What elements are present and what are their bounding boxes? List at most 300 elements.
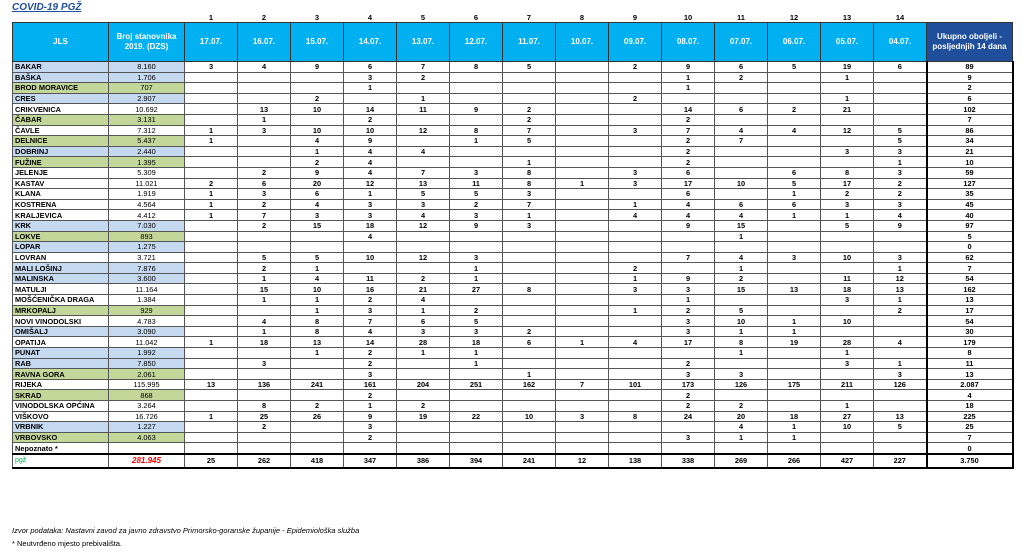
daily-cases: 4 [715,125,768,136]
daily-cases: 21 [821,104,874,115]
daily-cases [609,231,662,242]
daily-cases [556,220,609,231]
daily-cases: 27 [821,411,874,422]
daily-cases: 3 [238,358,291,369]
daily-cases [450,242,503,253]
daily-cases: 4 [291,273,344,284]
header-date: 07.07. [715,23,768,62]
daily-cases: 8 [821,167,874,178]
daily-cases: 16 [344,284,397,295]
table-row [13,157,1013,168]
daily-cases: 2 [715,72,768,83]
daily-cases: 3 [609,167,662,178]
daily-cases: 10 [821,422,874,433]
daily-cases [821,242,874,253]
daily-cases: 2 [344,348,397,359]
daily-cases: 8 [291,326,344,337]
daily-cases [503,401,556,412]
header-row [13,23,1013,62]
municipality-name: BROD MORAVICE [13,83,109,94]
sum-daily-cases: 12 [556,454,609,468]
daily-cases: 2 [291,401,344,412]
daily-cases: 3 [503,220,556,231]
daily-cases: 3 [450,252,503,263]
daily-cases [291,390,344,401]
daily-cases [609,220,662,231]
total-cases: 179 [927,337,1013,348]
daily-cases: 18 [768,411,821,422]
daily-cases: 136 [238,379,291,390]
daily-cases [185,316,238,327]
daily-cases [556,62,609,73]
daily-cases [662,93,715,104]
daily-cases [450,443,503,454]
municipality-name: OMIŠALJ [13,326,109,337]
daily-cases: 1 [503,210,556,221]
daily-cases: 15 [291,220,344,231]
daily-cases [715,157,768,168]
population-value: 5.309 [109,167,185,178]
daily-cases: 5 [291,252,344,263]
daily-cases: 13 [397,178,450,189]
blank-cell [13,13,109,23]
table-row [13,284,1013,295]
daily-cases: 9 [874,220,927,231]
daily-cases: 10 [291,284,344,295]
daily-cases: 3 [609,178,662,189]
daily-cases: 10 [344,252,397,263]
daily-cases [450,401,503,412]
table-row [13,62,1013,73]
daily-cases: 3 [450,326,503,337]
daily-cases [450,231,503,242]
population-value: 11.042 [109,337,185,348]
daily-cases [768,369,821,380]
population-value: 8.160 [109,62,185,73]
column-number: 11 [737,13,745,22]
daily-cases [768,305,821,316]
municipality-name: KLANA [13,189,109,200]
daily-cases [397,231,450,242]
municipality-name: LOPAR [13,242,109,253]
daily-cases [556,136,609,147]
daily-cases: 3 [768,252,821,263]
sum-daily-cases: 386 [397,454,450,468]
daily-cases [556,443,609,454]
daily-cases: 1 [662,295,715,306]
daily-cases: 15 [238,284,291,295]
daily-cases [821,114,874,125]
column-number: 9 [632,13,638,22]
daily-cases: 101 [609,379,662,390]
daily-cases: 2 [450,305,503,316]
daily-cases: 6 [768,199,821,210]
municipality-name: RAVNA GORA [13,369,109,380]
total-cases: 35 [927,189,1013,200]
daily-cases: 12 [397,252,450,263]
municipality-name: BAŠKA [13,72,109,83]
daily-cases: 19 [768,337,821,348]
daily-cases [715,358,768,369]
daily-cases: 9 [662,62,715,73]
daily-cases [556,432,609,443]
table-row [13,178,1013,189]
table-row [13,379,1013,390]
table-row [13,167,1013,178]
daily-cases: 3 [609,125,662,136]
daily-cases: 2 [662,146,715,157]
daily-cases [874,316,927,327]
daily-cases [609,157,662,168]
sum-daily-cases: 138 [609,454,662,468]
daily-cases [874,348,927,359]
header-date: 09.07. [609,23,662,62]
population-value: 1.384 [109,295,185,306]
sum-daily-cases: 241 [503,454,556,468]
daily-cases: 5 [821,220,874,231]
daily-cases: 9 [450,220,503,231]
daily-cases: 20 [291,178,344,189]
table-row [13,411,1013,422]
daily-cases: 1 [556,178,609,189]
column-number: 2 [261,13,267,22]
daily-cases: 1 [397,348,450,359]
daily-cases: 2 [344,358,397,369]
total-cases: 54 [927,316,1013,327]
total-cases: 21 [927,146,1013,157]
table-row [13,72,1013,83]
table-row [13,443,1013,454]
daily-cases: 8 [450,62,503,73]
daily-cases [185,146,238,157]
table-row [13,136,1013,147]
daily-cases [768,348,821,359]
table-row [13,401,1013,412]
daily-cases: 3 [185,62,238,73]
daily-cases: 2 [609,62,662,73]
daily-cases [450,369,503,380]
daily-cases: 7 [715,136,768,147]
daily-cases: 3 [397,326,450,337]
sum-daily-cases: 25 [185,454,238,468]
daily-cases [450,422,503,433]
table-row [13,337,1013,348]
daily-cases: 161 [344,379,397,390]
daily-cases [556,284,609,295]
municipality-name: SKRAD [13,390,109,401]
daily-cases: 6 [291,189,344,200]
daily-cases [609,136,662,147]
daily-cases: 6 [874,62,927,73]
daily-cases: 5 [874,422,927,433]
total-cases: 40 [927,210,1013,221]
population-value: 4.412 [109,210,185,221]
daily-cases: 1 [821,72,874,83]
population-value: 16.726 [109,411,185,422]
daily-cases: 3 [874,252,927,263]
daily-cases [715,93,768,104]
daily-cases [821,136,874,147]
daily-cases [556,401,609,412]
daily-cases: 1 [185,337,238,348]
daily-cases: 5 [874,136,927,147]
daily-cases [556,316,609,327]
daily-cases: 1 [609,305,662,316]
daily-cases: 2 [874,189,927,200]
daily-cases: 8 [291,316,344,327]
daily-cases: 5 [450,316,503,327]
column-number: 6 [473,13,479,22]
blank-cell [109,13,185,23]
header-date: 10.07. [556,23,609,62]
daily-cases: 1 [397,93,450,104]
sum-daily-cases: 394 [450,454,503,468]
daily-cases [397,358,450,369]
table-row [13,358,1013,369]
daily-cases: 8 [503,167,556,178]
sum-total: 3.750 [927,454,1013,468]
daily-cases: 1 [768,422,821,433]
municipality-name: MATULJI [13,284,109,295]
daily-cases: 7 [662,125,715,136]
header-date: 12.07. [450,23,503,62]
daily-cases: 1 [715,432,768,443]
sum-daily-cases: 427 [821,454,874,468]
daily-cases [768,401,821,412]
daily-cases [503,358,556,369]
total-cases: 0 [927,443,1013,454]
daily-cases: 1 [662,83,715,94]
daily-cases: 2 [662,401,715,412]
municipality-name: MALINSKA [13,273,109,284]
table-row [13,432,1013,443]
daily-cases [556,231,609,242]
table-row [13,252,1013,263]
total-cases: 25 [927,422,1013,433]
daily-cases [397,390,450,401]
daily-cases: 20 [715,411,768,422]
daily-cases [503,72,556,83]
daily-cases [185,348,238,359]
daily-cases [397,443,450,454]
daily-cases [185,305,238,316]
daily-cases [185,72,238,83]
daily-cases [238,157,291,168]
daily-cases: 1 [238,326,291,337]
daily-cases [874,326,927,337]
daily-cases: 13 [185,379,238,390]
municipality-name: VIŠKOVO [13,411,109,422]
daily-cases: 18 [821,284,874,295]
total-cases: 162 [927,284,1013,295]
daily-cases: 1 [185,199,238,210]
daily-cases: 3 [821,358,874,369]
municipality-name: MOŠĆENIČKA DRAGA [13,295,109,306]
daily-cases: 173 [662,379,715,390]
daily-cases [821,305,874,316]
daily-cases [238,72,291,83]
daily-cases: 18 [238,337,291,348]
population-value: 893 [109,231,185,242]
daily-cases: 241 [291,379,344,390]
daily-cases [450,432,503,443]
daily-cases [556,125,609,136]
population-value: 3.090 [109,326,185,337]
population-value: 1.227 [109,422,185,433]
daily-cases: 18 [344,220,397,231]
total-cases: 13 [927,369,1013,380]
sum-daily-cases: 266 [768,454,821,468]
daily-cases [609,432,662,443]
municipality-name: KASTAV [13,178,109,189]
daily-cases [556,104,609,115]
daily-cases: 1 [397,305,450,316]
municipality-name: KRK [13,220,109,231]
total-cases: 13 [927,295,1013,306]
daily-cases: 1 [821,348,874,359]
table-row [13,348,1013,359]
daily-cases [874,93,927,104]
daily-cases [556,242,609,253]
daily-cases [609,83,662,94]
population-value: 1.706 [109,72,185,83]
daily-cases: 3 [344,72,397,83]
daily-cases: 3 [344,369,397,380]
daily-cases: 3 [662,284,715,295]
daily-cases: 3 [662,369,715,380]
daily-cases [609,369,662,380]
total-cases: 2.087 [927,379,1013,390]
municipality-name: DELNICE [13,136,109,147]
table-row [13,263,1013,274]
daily-cases [768,114,821,125]
daily-cases [291,422,344,433]
daily-cases: 2 [715,401,768,412]
daily-cases: 2 [503,326,556,337]
total-cases: 17 [927,305,1013,316]
daily-cases [609,72,662,83]
table-row [13,199,1013,210]
daily-cases [556,263,609,274]
daily-cases [556,167,609,178]
daily-cases: 4 [715,210,768,221]
daily-cases: 3 [662,316,715,327]
daily-cases [556,422,609,433]
daily-cases: 1 [291,146,344,157]
daily-cases: 12 [397,220,450,231]
daily-cases: 1 [874,263,927,274]
daily-cases: 6 [768,167,821,178]
daily-cases [185,273,238,284]
daily-cases [556,72,609,83]
total-cases: 11 [927,358,1013,369]
daily-cases: 3 [238,189,291,200]
population-value: 7.850 [109,358,185,369]
daily-cases [768,72,821,83]
sum-daily-cases: 227 [874,454,927,468]
daily-cases: 28 [821,337,874,348]
population-value: 11.021 [109,178,185,189]
daily-cases [609,252,662,263]
daily-cases: 2 [238,263,291,274]
header-date: 13.07. [397,23,450,62]
daily-cases: 12 [821,125,874,136]
municipality-name: VINODOLSKA OPĆINA [13,401,109,412]
daily-cases: 4 [344,326,397,337]
daily-cases [556,146,609,157]
daily-cases: 26 [291,411,344,422]
daily-cases: 6 [503,337,556,348]
daily-cases [185,242,238,253]
daily-cases [715,295,768,306]
daily-cases: 3 [450,210,503,221]
daily-cases: 5 [503,62,556,73]
municipality-name: KRALJEVICA [13,210,109,221]
daily-cases [238,83,291,94]
population-value: 2.907 [109,93,185,104]
daily-cases [450,83,503,94]
daily-cases: 1 [291,348,344,359]
daily-cases [238,136,291,147]
daily-cases [503,83,556,94]
daily-cases: 1 [768,432,821,443]
daily-cases [503,348,556,359]
daily-cases [609,358,662,369]
daily-cases [291,443,344,454]
daily-cases: 28 [397,337,450,348]
municipality-name: RAB [13,358,109,369]
total-cases: 34 [927,136,1013,147]
municipality-name: VRBOVSKO [13,432,109,443]
daily-cases: 5 [715,305,768,316]
daily-cases: 7 [556,379,609,390]
daily-cases: 3 [821,146,874,157]
daily-cases [556,369,609,380]
daily-cases: 12 [397,125,450,136]
daily-cases [450,114,503,125]
daily-cases: 1 [715,326,768,337]
total-cases: 8 [927,348,1013,359]
daily-cases [715,167,768,178]
column-number: 4 [367,13,373,22]
total-cases: 62 [927,252,1013,263]
daily-cases: 4 [291,199,344,210]
daily-cases [768,242,821,253]
daily-cases [768,157,821,168]
population-value: 1.275 [109,242,185,253]
daily-cases: 4 [344,167,397,178]
daily-cases: 3 [503,189,556,200]
daily-cases [556,252,609,263]
daily-cases [503,432,556,443]
total-cases: 127 [927,178,1013,189]
daily-cases: 2 [344,432,397,443]
daily-cases [397,136,450,147]
population-value: 11.164 [109,284,185,295]
daily-cases [185,104,238,115]
daily-cases: 2 [609,263,662,274]
daily-cases: 13 [291,337,344,348]
daily-cases: 10 [715,316,768,327]
daily-cases [397,83,450,94]
daily-cases: 2 [238,220,291,231]
daily-cases [291,432,344,443]
daily-cases: 1 [609,199,662,210]
daily-cases: 6 [715,62,768,73]
table-row [13,273,1013,284]
sum-daily-cases: 418 [291,454,344,468]
daily-cases: 162 [503,379,556,390]
